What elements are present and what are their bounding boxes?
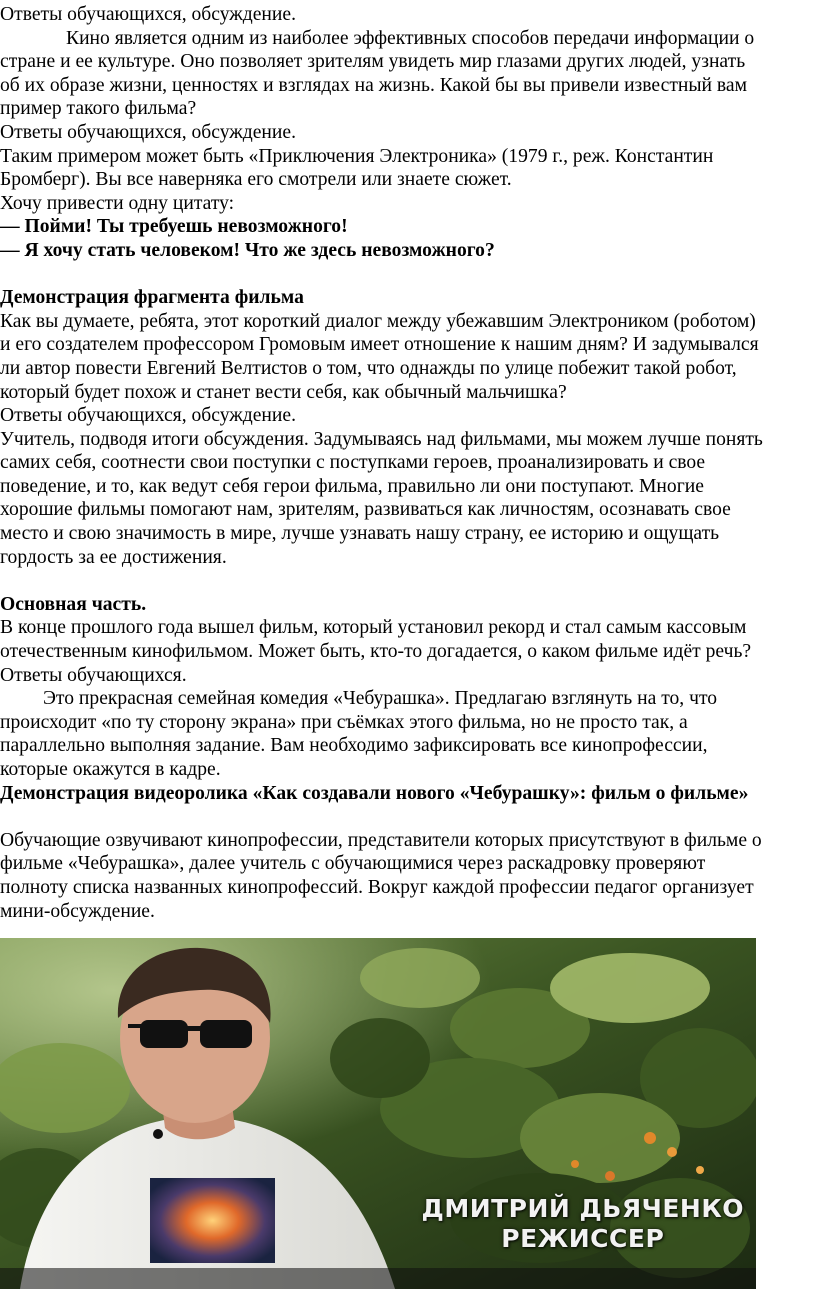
text-line: Бромберг). Вы все наверняка его смотрели или знаете сюжет.	[0, 169, 512, 191]
section-heading: Демонстрация фрагмента фильма	[0, 287, 304, 309]
text-line: отечественным кинофильмом. Может быть, кто-то догадается, о каком фильме идёт речь?	[0, 641, 752, 663]
text-line: Ответы обучающихся.	[0, 664, 187, 686]
text-line: ли автор повести Евгений Велтистов о том, что однажды по улице побежит такой робот,	[0, 357, 737, 379]
section-heading: Основная часть.	[0, 593, 147, 615]
text-line: Обучающие озвучивают кинопрофессии, представители которых присутствуют в фильме о	[0, 829, 762, 851]
caption-role: РЕЖИССЕР	[501, 1224, 665, 1253]
text-line: поведение, и то, как ведут себя герои фильма, правильно ли они поступают. Многие	[0, 475, 704, 497]
text-line: параллельно выполняя задание. Вам необходимо зафиксировать все кинопрофессии,	[0, 735, 708, 757]
text-line: Это прекрасная семейная комедия «Чебурашка». Предлагаю взглянуть на то, что	[43, 688, 718, 710]
blank-line	[0, 805, 816, 829]
text-line: Хочу привести одну цитату:	[0, 192, 235, 214]
document-page	[0, 3, 816, 923]
text-line: Таким примером может быть «Приключения Электроника» (1979 г., реж. Константин	[0, 145, 714, 167]
text-line: и его создателем профессором Громовым имеет отношение к нашим дням? И задумывался	[0, 334, 759, 356]
text-line: фильме «Чебурашка», далее учитель с обучающимися через раскадровку проверяют	[0, 853, 706, 875]
text-line: В конце прошлого года вышел фильм, который установил рекорд и стал самым кассовым	[0, 617, 747, 639]
video-caption	[422, 1194, 744, 1254]
text-line: об их образе жизни, ценностях и взглядах на жизнь. Какой бы вы привели известный вам	[0, 74, 748, 96]
text-line: происходит «по ту сторону экрана» при съёмках этого фильма, но не просто так, а	[0, 711, 688, 733]
film-still-photo	[0, 938, 756, 1289]
caption-name: ДМИТРИЙ ДЬЯЧЕНКО	[421, 1194, 744, 1223]
text-line: который будет похож и станет вести себя, как обычный мальчишка?	[0, 381, 567, 403]
text-line: Ответы обучающихся, обсуждение.	[0, 121, 297, 143]
blank-line	[0, 263, 816, 287]
text-line: Ответы обучающихся, обсуждение.	[0, 4, 297, 25]
text-line: Ответы обучающихся, обсуждение.	[0, 405, 297, 427]
quote-line: — Пойми! Ты требуешь невозможного!	[0, 216, 348, 238]
text-line: место и свою значимость в мире, лучше узнавать нашу страну, ее историю и ощущать	[0, 523, 720, 545]
quote-line: — Я хочу стать человеком! Что же здесь невозможного?	[0, 239, 495, 261]
shirt-print	[150, 1178, 275, 1263]
text-line: Кино является одним из наиболее эффективных способов передачи информации о	[66, 27, 755, 49]
text-line: стране и ее культуре. Оно позволяет зрителям увидеть мир глазами других людей, узнать	[0, 51, 746, 73]
text-line: Как вы думаете, ребята, этот короткий диалог между убежавшим Электроником (роботом)	[0, 310, 756, 332]
text-line: Учитель, подводя итоги обсуждения. Задумываясь над фильмами, мы можем лучше понять	[0, 428, 763, 450]
text-line: самих себя, соотнести свои поступки с поступками героев, проанализировать и свое	[0, 452, 706, 474]
text-line: мини-обсуждение.	[0, 900, 155, 922]
section-heading: Демонстрация видеоролика «Как создавали нового «Чебурашку»: фильм о фильме»	[0, 782, 749, 804]
text-line: гордость за ее достижения.	[0, 546, 227, 568]
blank-line	[0, 569, 816, 593]
text-line: хорошие фильмы помогают нам, зрителям, развиваться как личностям, осознавать свое	[0, 499, 731, 521]
text-line: пример такого фильма?	[0, 98, 197, 120]
text-line: которые окажутся в кадре.	[0, 759, 221, 780]
lapel-microphone	[153, 1129, 163, 1139]
text-line: полноту списка названных кинопрофессий. Вокруг каждой профессии педагог организует	[0, 876, 754, 898]
